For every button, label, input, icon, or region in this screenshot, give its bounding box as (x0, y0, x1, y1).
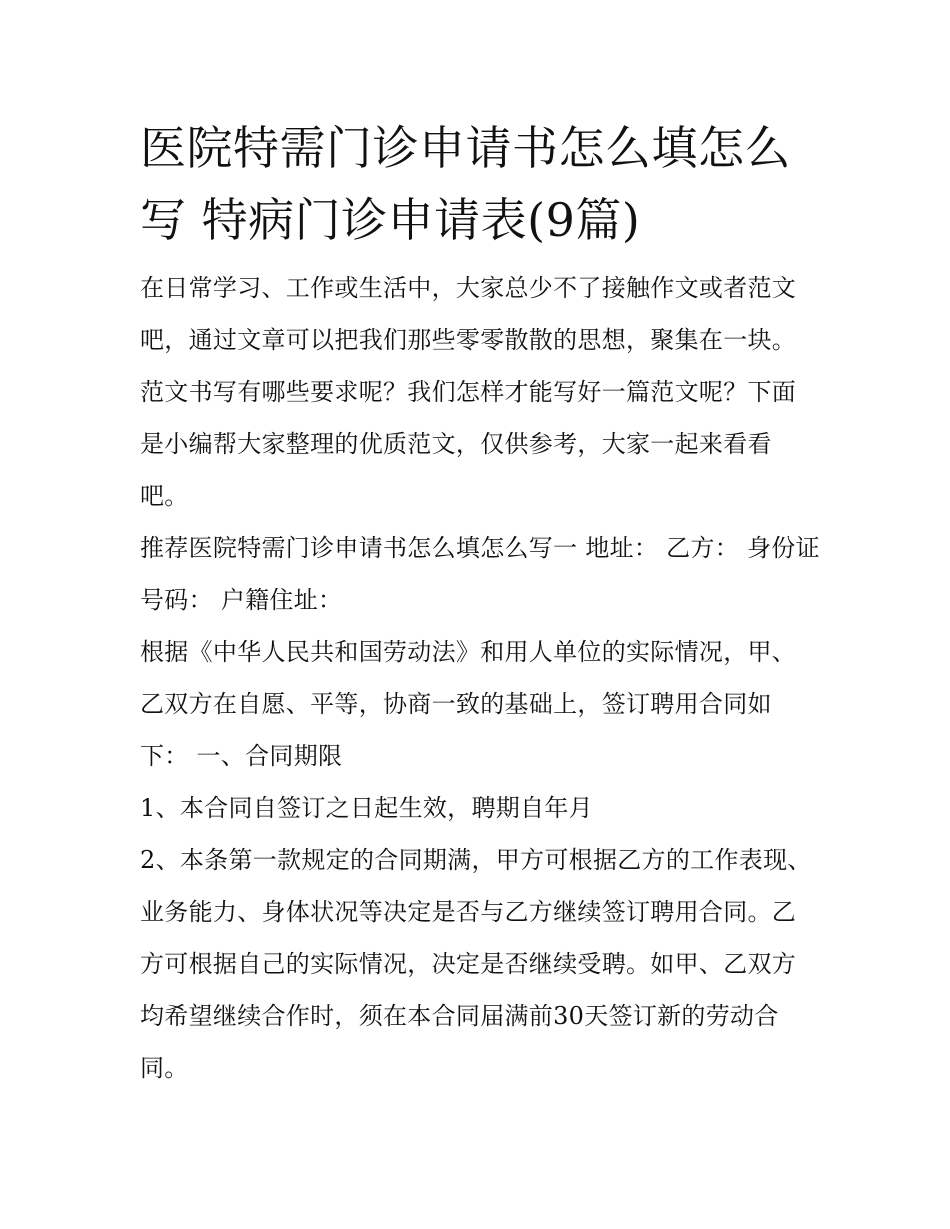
document-body (140, 112, 820, 1094)
intro-paragraph: 在日常学习、工作或生活中，大家总少不了接触作文或者范文吧，通过文章可以把我们那些零零散散的思想，聚集在一块。范文书写有哪些要求呢？我们怎样才能写好一篇范文呢？下面是小编帮大家整理的优质范文，仅供参考，大家一起来看看吧。 (140, 274, 797, 510)
contract-basis-paragraph: 根据《中华人民共和国劳动法》和用人单位的实际情况，甲、乙双方在自愿、平等，协商一致的基础上，签订聘用合同如下： 一、合同期限 (140, 638, 797, 770)
clause-2-paragraph: 2、本条第一款规定的合同期满，甲方可根据乙方的工作表现、业务能力、身体状况等决定是否与乙方继续签订聘用合同。乙方可根据自己的实际情况，决定是否继续受聘。如甲、乙双方均希望继续合作时，须在本合同届满前30天签订新的劳动合同。 (140, 846, 812, 1082)
clause-1-paragraph: 1、本合同自签订之日起生效，聘期自年月 (140, 794, 593, 822)
recommend-paragraph: 推荐医院特需门诊申请书怎么填怎么写一 地址： 乙方： 身份证号码： 户籍住址： (140, 534, 820, 614)
document-title: 医院特需门诊申请书怎么填怎么写 特病门诊申请表(9篇) (140, 121, 791, 247)
